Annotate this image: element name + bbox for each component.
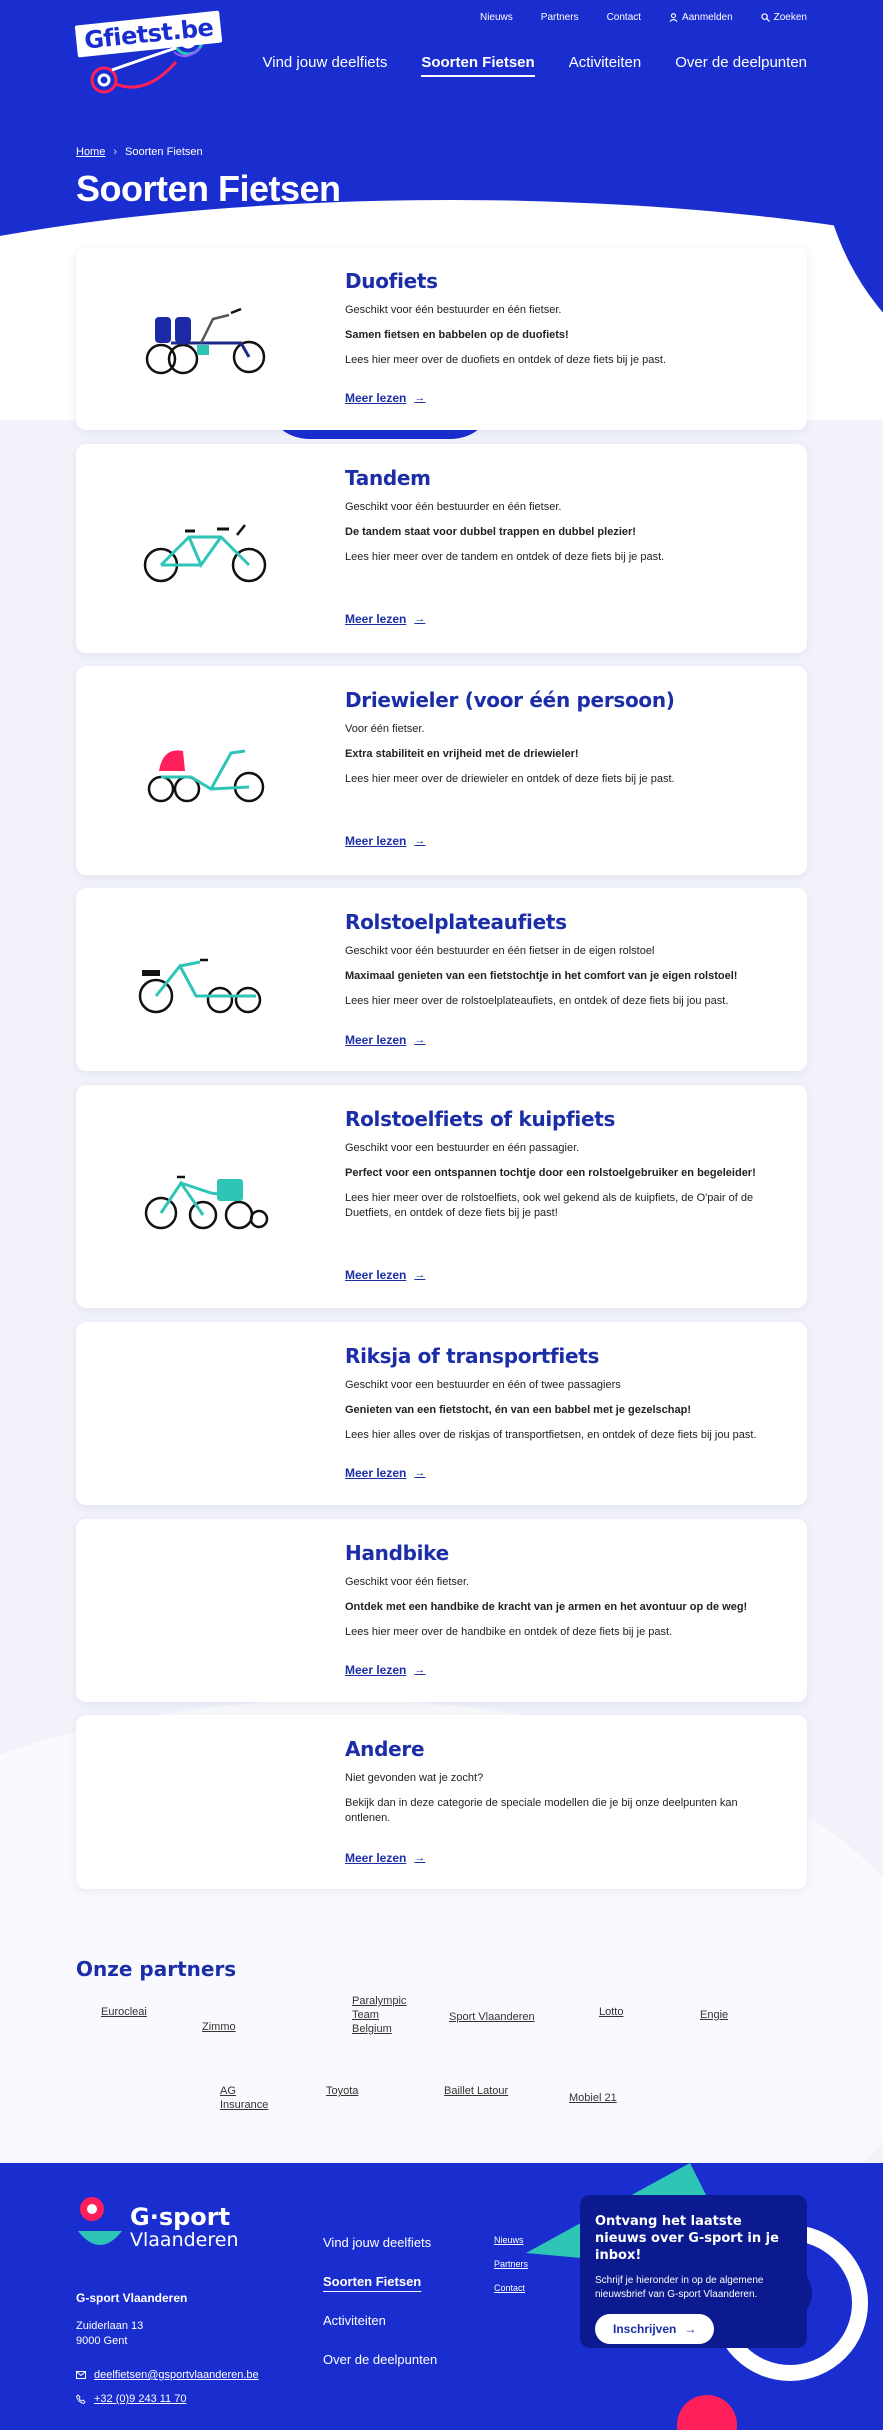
newsletter-subscribe-button[interactable] bbox=[595, 2314, 714, 2344]
card-riksja bbox=[76, 1322, 807, 1505]
card-handbike bbox=[76, 1519, 807, 1702]
read-more-tandem[interactable] bbox=[345, 612, 425, 626]
card-text: Bekijk dan in deze categorie de speciale modellen die je bij onze deelpunten kan ontlenen. bbox=[345, 1797, 738, 1824]
read-more-label: Meer lezen bbox=[345, 1851, 407, 1865]
card-title: Riksja of transportfiets bbox=[345, 1344, 600, 1368]
card-rolstoelfiets bbox=[76, 1085, 807, 1308]
footer-sub-news[interactable]: Nieuws bbox=[494, 2235, 524, 2245]
card-highlight: Genieten van een fietstocht, én van een babbel met je gezelschap! bbox=[345, 1404, 691, 1416]
footer-address-line1: Zuiderlaan 13 bbox=[76, 2320, 144, 2332]
footer-phone bbox=[76, 2393, 186, 2405]
search-icon bbox=[761, 13, 770, 22]
wheelchair-bike-image bbox=[116, 1085, 296, 1308]
partner-toyota[interactable]: Toyota bbox=[326, 2085, 359, 2097]
read-more-driewieler[interactable] bbox=[345, 834, 425, 848]
main-nav-bike-types[interactable]: Soorten Fietsen bbox=[421, 54, 534, 77]
tricycle-icon bbox=[141, 731, 271, 811]
page-title: Soorten Fietsen bbox=[76, 168, 341, 209]
top-navigation bbox=[480, 12, 807, 23]
top-nav-news[interactable]: Nieuws bbox=[479, 12, 513, 23]
breadcrumb-separator: › bbox=[113, 146, 118, 158]
card-highlight: Samen fietsen en babbelen op de duofiets! bbox=[345, 329, 569, 341]
partner-paralympic-team-belgium[interactable]: Paralympic Team Belgium bbox=[352, 1995, 407, 2035]
partner-baillet-latour[interactable]: Baillet Latour bbox=[444, 2085, 509, 2097]
gsport-logo-icon bbox=[76, 2195, 126, 2253]
newsletter-title: Ontvang het laatste nieuws over G-sport in je inbox! bbox=[595, 2214, 779, 2263]
top-nav-contact[interactable]: Contact bbox=[606, 12, 642, 23]
newsletter-box bbox=[580, 2195, 807, 2348]
card-title: Handbike bbox=[345, 1541, 449, 1565]
card-rolstoelplateaufiets bbox=[76, 888, 807, 1071]
card-highlight: Ontdek met een handbike de kracht van je armen en het avontuur op de weg! bbox=[345, 1601, 748, 1613]
partner-eurocleai[interactable]: Eurocleai bbox=[101, 2006, 147, 2018]
footer-nav-activities[interactable]: Activiteiten bbox=[323, 2313, 386, 2328]
arrow-right-icon: → bbox=[414, 1467, 426, 1479]
card-body bbox=[345, 910, 775, 1019]
arrow-right-icon: → bbox=[414, 1664, 426, 1676]
card-text: Lees hier meer over de handbike en ontdek of deze fiets bij je past. bbox=[345, 1626, 673, 1638]
card-title: Andere bbox=[345, 1737, 425, 1761]
footer-address bbox=[76, 2319, 143, 2349]
wheelchair-platform-bike-icon bbox=[136, 940, 276, 1020]
wheelchair-platform-bike-image bbox=[116, 888, 296, 1071]
card-text: Lees hier meer over de rolstoelplateaufiets, en ontdek of deze fiets bij jou past. bbox=[345, 995, 729, 1007]
footer-logo[interactable] bbox=[76, 2195, 239, 2255]
card-andere bbox=[76, 1715, 807, 1889]
main-nav-about-points[interactable]: Over de deelpunten bbox=[675, 54, 807, 71]
read-more-rolstoelplateaufiets[interactable] bbox=[345, 1033, 425, 1047]
read-more-rolstoelfiets[interactable] bbox=[345, 1268, 425, 1282]
read-more-label: Meer lezen bbox=[345, 391, 407, 405]
card-highlight: Extra stabiliteit en vrijheid met de driewieler! bbox=[345, 748, 579, 760]
card-text: Lees hier meer over de duofiets en ontdek of deze fiets bij je past. bbox=[345, 354, 667, 366]
breadcrumb-home[interactable]: Home bbox=[76, 146, 106, 158]
card-body bbox=[345, 1344, 775, 1453]
read-more-handbike[interactable] bbox=[345, 1663, 425, 1677]
breadcrumb bbox=[76, 146, 203, 158]
footer-navigation bbox=[323, 2235, 437, 2367]
arrow-right-icon: → bbox=[414, 1852, 426, 1864]
main-nav-activities[interactable]: Activiteiten bbox=[568, 54, 642, 71]
card-title: Tandem bbox=[345, 466, 431, 490]
card-duofiets bbox=[76, 247, 807, 430]
read-more-label: Meer lezen bbox=[345, 1663, 407, 1677]
card-text: Lees hier meer over de tandem en ontdek of deze fiets bij je past. bbox=[345, 551, 665, 563]
footer-sub-partners[interactable]: Partners bbox=[494, 2259, 529, 2269]
card-body bbox=[345, 269, 775, 378]
arrow-right-icon: → bbox=[414, 1269, 426, 1281]
logo-text: Gfietst.be bbox=[75, 10, 223, 57]
card-body bbox=[345, 688, 775, 797]
card-driewieler bbox=[76, 666, 807, 875]
arrow-right-icon: → bbox=[414, 392, 426, 404]
footer-nav-find-bike[interactable]: Vind jouw deelfiets bbox=[323, 2235, 432, 2250]
main-navigation bbox=[263, 54, 807, 77]
card-title: Rolstoelfiets of kuipfiets bbox=[345, 1107, 616, 1131]
read-more-label: Meer lezen bbox=[345, 1268, 407, 1282]
card-subtitle: Voor één fietser. bbox=[345, 723, 425, 735]
newsletter-text: Schrijf je hieronder in op de algemene nieuwsbrief van G-sport Vlaanderen. bbox=[595, 2275, 764, 2300]
card-title: Driewieler (voor één persoon) bbox=[345, 688, 675, 712]
footer-secondary-navigation bbox=[494, 2235, 528, 2293]
card-subtitle: Geschikt voor één bestuurder en één fietser. bbox=[345, 304, 562, 316]
card-highlight: Perfect voor een ontspannen tochtje door een rolstoelgebruiker en begeleider! bbox=[345, 1167, 756, 1179]
breadcrumb-current: Soorten Fietsen bbox=[125, 146, 203, 158]
login-label: Aanmelden bbox=[682, 12, 733, 23]
mail-icon bbox=[76, 2371, 86, 2379]
card-tandem bbox=[76, 444, 807, 653]
read-more-andere[interactable] bbox=[345, 1851, 425, 1865]
footer-email-link[interactable]: deelfietsen@gsportvlaanderen.be bbox=[94, 2369, 259, 2381]
site-logo[interactable] bbox=[76, 13, 226, 102]
search-link[interactable] bbox=[761, 12, 807, 23]
card-body bbox=[345, 1541, 775, 1650]
card-highlight: Maximaal genieten van een fietstochtje in het comfort van je eigen rolstoel! bbox=[345, 970, 738, 982]
read-more-label: Meer lezen bbox=[345, 612, 407, 626]
login-link[interactable] bbox=[669, 12, 733, 23]
read-more-riksja[interactable] bbox=[345, 1466, 425, 1480]
user-icon bbox=[669, 13, 678, 22]
card-body bbox=[345, 1737, 775, 1836]
search-label: Zoeken bbox=[773, 12, 807, 23]
card-text: Lees hier alles over de riskjas of transportfietsen, en ontdek of deze fiets bij jou past. bbox=[345, 1429, 757, 1441]
main-nav-find-bike[interactable]: Vind jouw deelfiets bbox=[262, 54, 388, 71]
footer-nav-bike-types[interactable]: Soorten Fietsen bbox=[323, 2274, 422, 2289]
partner-zimmo[interactable]: Zimmo bbox=[202, 2021, 236, 2033]
card-subtitle: Geschikt voor één fietser. bbox=[345, 1576, 470, 1588]
partner-mobiel-21[interactable]: Mobiel 21 bbox=[569, 2092, 617, 2104]
footer-org-name: G-sport Vlaanderen bbox=[76, 2291, 188, 2305]
arrow-right-icon: → bbox=[414, 1034, 426, 1046]
arrow-right-icon: → bbox=[414, 613, 426, 625]
partner-sport-vlaanderen[interactable]: Sport Vlaanderen bbox=[449, 2011, 535, 2023]
read-more-duofiets[interactable] bbox=[345, 391, 425, 405]
footer bbox=[0, 2163, 883, 2430]
footer-address-line2: 9000 Gent bbox=[76, 2335, 128, 2347]
top-nav-partners[interactable]: Partners bbox=[540, 12, 579, 23]
footer-nav-about-points[interactable]: Over de deelpunten bbox=[323, 2352, 438, 2367]
wheelchair-bike-icon bbox=[141, 1157, 271, 1237]
footer-sub-contact[interactable]: Contact bbox=[494, 2283, 526, 2293]
card-body bbox=[345, 466, 775, 575]
card-subtitle: Geschikt voor één bestuurder en één fietser in de eigen rolstoel bbox=[345, 945, 655, 957]
partner-ag-insurance[interactable]: AG Insurance bbox=[220, 2085, 269, 2111]
card-subtitle: Geschikt voor een bestuurder en één of twee passagiers bbox=[345, 1379, 621, 1391]
card-body bbox=[345, 1107, 775, 1231]
partners-title: Onze partners bbox=[76, 1957, 237, 1981]
card-subtitle: Niet gevonden wat je zocht? bbox=[345, 1772, 484, 1784]
footer-phone-link[interactable]: +32 (0)9 243 11 70 bbox=[94, 2393, 187, 2405]
footer-logo-line2: Vlaanderen bbox=[130, 2229, 239, 2251]
read-more-label: Meer lezen bbox=[345, 834, 407, 848]
footer-email bbox=[76, 2369, 259, 2381]
card-title: Duofiets bbox=[345, 269, 438, 293]
phone-icon bbox=[76, 2394, 86, 2404]
card-title: Rolstoelplateaufiets bbox=[345, 910, 567, 934]
read-more-label: Meer lezen bbox=[345, 1033, 407, 1047]
card-subtitle: Geschikt voor één bestuurder en één fietser. bbox=[345, 501, 562, 513]
arrow-right-icon: → bbox=[414, 835, 426, 847]
footer-logo-line1: G·sport bbox=[130, 2203, 231, 2231]
tandem-bike-icon bbox=[141, 509, 271, 589]
duo-bike-icon bbox=[141, 299, 271, 379]
card-highlight: De tandem staat voor dubbel trappen en dubbel plezier! bbox=[345, 526, 636, 538]
partner-engie[interactable]: Engie bbox=[700, 2009, 729, 2021]
partner-lotto[interactable]: Lotto bbox=[599, 2006, 624, 2018]
newsletter-subscribe-label: Inschrijven bbox=[613, 2322, 677, 2336]
tricycle-image bbox=[116, 666, 296, 875]
card-text: Lees hier meer over de rolstoelfiets, ook wel gekend als de kuipfiets, de O'pair of de Duetfiets, en ontdek of deze fiets bij je past! bbox=[345, 1192, 754, 1219]
card-subtitle: Geschikt voor een bestuurder en één passagier. bbox=[345, 1142, 580, 1154]
tandem-bike-image bbox=[116, 444, 296, 653]
duo-bike-image bbox=[116, 247, 296, 430]
read-more-label: Meer lezen bbox=[345, 1466, 407, 1480]
arrow-right-icon: → bbox=[684, 2322, 697, 2336]
card-text: Lees hier meer over de driewieler en ontdek of deze fiets bij je past. bbox=[345, 773, 675, 785]
